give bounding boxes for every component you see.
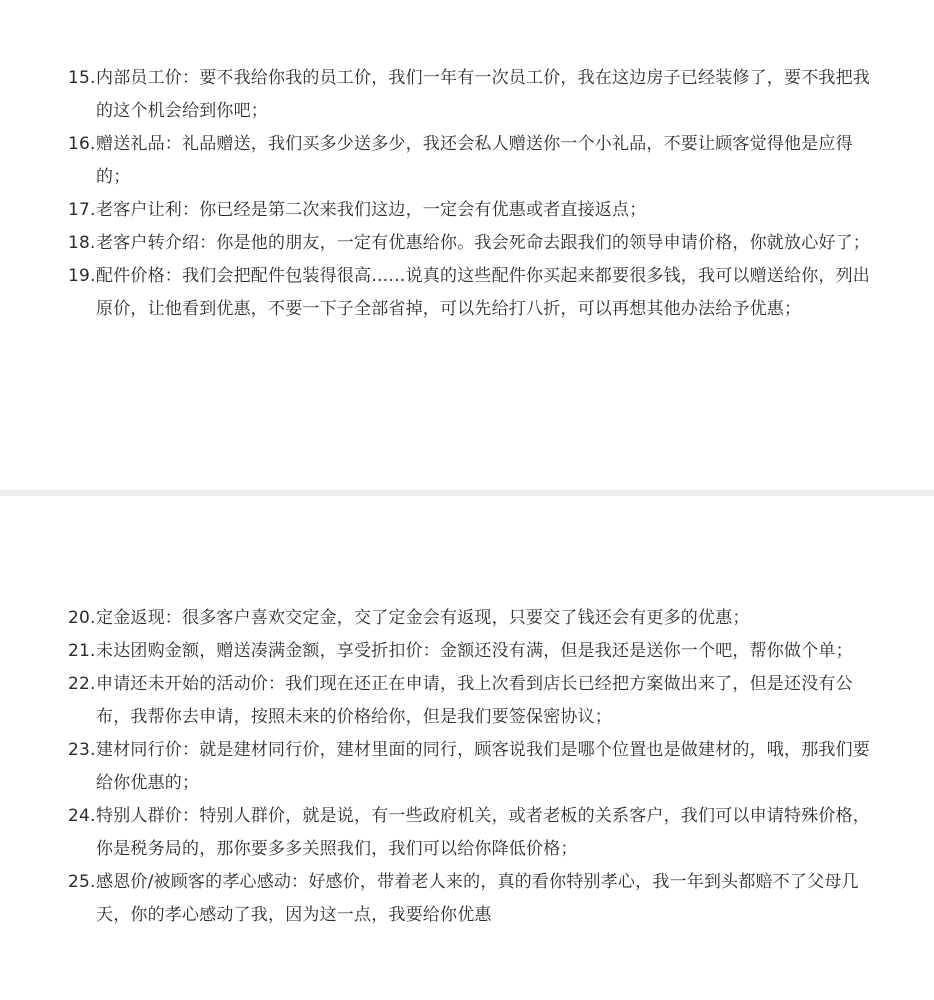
list-item xyxy=(68,635,874,668)
item-text: 建材同行价：就是建材同行价，建材里面的同行，顾客说我们是哪个位置也是做建材的，哦，那我们要给你优惠的； xyxy=(96,740,870,793)
item-number: 22. xyxy=(68,674,96,694)
page-top xyxy=(0,0,934,490)
item-number: 25. xyxy=(68,872,96,892)
item-number: 19. xyxy=(68,266,96,286)
item-number: 21. xyxy=(68,641,96,661)
item-text: 特别人群价：特别人群价，就是说，有一些政府机关，或者老板的关系客户，我们可以申请特殊价格，你是税务局的，那你要多多关照我们，我们可以给你降低价格； xyxy=(96,806,870,859)
list-item xyxy=(68,800,874,866)
list-item xyxy=(68,128,874,194)
list-item xyxy=(68,866,874,932)
item-number: 18. xyxy=(68,233,96,253)
item-text: 定金返现：很多客户喜欢交定金，交了定金会有返现，只要交了钱还会有更多的优惠； xyxy=(96,608,750,628)
item-number: 15. xyxy=(68,68,96,88)
item-text: 老客户让利：你已经是第二次来我们这边，一定会有优惠或者直接返点； xyxy=(96,200,647,220)
list-item xyxy=(68,668,874,734)
numbered-list xyxy=(68,62,874,326)
list-item xyxy=(68,227,874,260)
list-item xyxy=(68,62,874,128)
item-number: 20. xyxy=(68,608,96,628)
list-item xyxy=(68,260,874,326)
item-text: 配件价格：我们会把配件包装得很高……说真的这些配件你买起来都要很多钱，我可以赠送给你，列出原价，让他看到优惠，不要一下子全部省掉，可以先给打八折，可以再想其他办法给予优惠； xyxy=(96,266,870,319)
list-item xyxy=(68,602,874,635)
item-number: 23. xyxy=(68,740,96,760)
item-text: 感恩价/被顾客的孝心感动：好感价，带着老人来的，真的看你特别孝心，我一年到头都赔不了父母几天，你的孝心感动了我，因为这一点，我要给你优惠 xyxy=(96,872,859,925)
list-item xyxy=(68,734,874,800)
item-text: 赠送礼品：礼品赠送，我们买多少送多少，我还会私人赠送你一个小礼品，不要让顾客觉得他是应得的； xyxy=(96,134,853,187)
page-bottom xyxy=(0,496,934,1000)
item-text: 内部员工价：要不我给你我的员工价，我们一年有一次员工价，我在这边房子已经装修了，要不我把我的这个机会给到你吧； xyxy=(96,68,870,121)
numbered-list xyxy=(68,602,874,932)
item-text: 申请还未开始的活动价：我们现在还正在申请，我上次看到店长已经把方案做出来了，但是还没有公布，我帮你去申请，按照未来的价格给你，但是我们要签保密协议； xyxy=(96,674,853,727)
item-number: 16. xyxy=(68,134,96,154)
item-text: 未达团购金额，赠送凑满金额，享受折扣价：金额还没有满，但是我还是送你一个吧，帮你做个单； xyxy=(96,641,853,661)
item-number: 17. xyxy=(68,200,96,220)
item-text: 老客户转介绍：你是他的朋友，一定有优惠给你。我会死命去跟我们的领导申请价格，你就放心好了； xyxy=(96,233,870,253)
item-number: 24. xyxy=(68,806,96,826)
list-item xyxy=(68,194,874,227)
